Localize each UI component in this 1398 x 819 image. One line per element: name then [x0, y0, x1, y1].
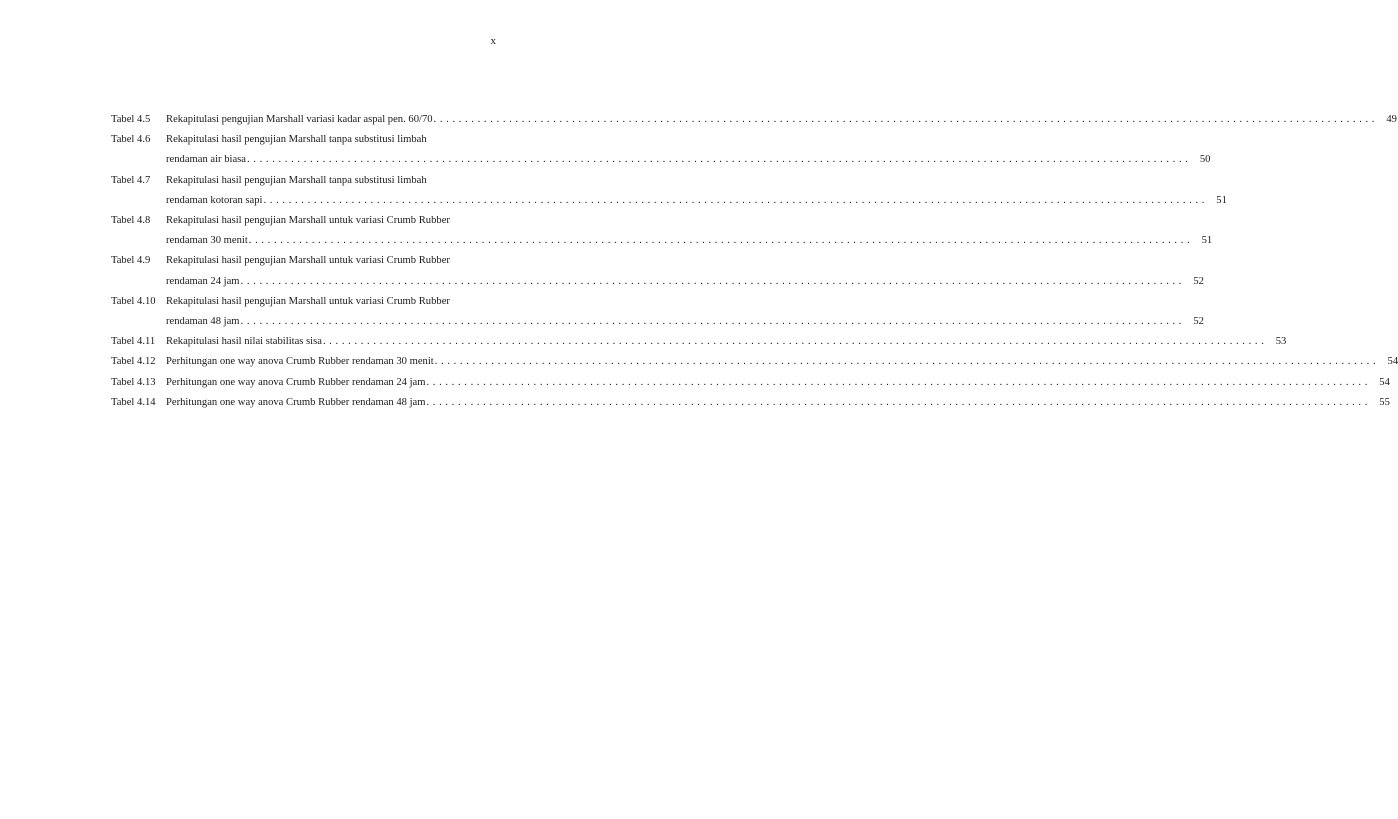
table-entry[interactable]: [111, 292, 1204, 332]
table-entry-label: Tabel 4.12: [111, 356, 156, 368]
table-entry-label: Tabel 4.5: [111, 114, 151, 125]
table-entry-label: Tabel 4.11: [111, 336, 156, 348]
table-entry-page: 51: [1216, 194, 1227, 206]
table-entry-title-line: Perhitungan one way anova Crumb Rubber rendaman 48 jam: [166, 396, 426, 408]
table-entry-page: 54: [1387, 356, 1398, 368]
table-entry-label: Tabel 4.6: [111, 134, 151, 146]
table-entry-title: [166, 110, 1397, 130]
table-entry-page: 52: [1193, 275, 1204, 287]
dot-leader: . . . . . . . . . . . . . . . . . . . . . . . . . . . . . . . . . . . . . . . . . . . . . . . . . . . . . . . . . . . . . . . . . . . . . . . . . . . . . . . . . . . . . . . . . . . . . . . . . . . . . . . . . . . . . . . . . . . . . . . . . . . . . . . . . . . . . . . . . . . . . . . . . . . . . .: [426, 376, 1368, 388]
table-entry-title-line: Perhitungan one way anova Crumb Rubber rendaman 30 menit: [166, 356, 434, 368]
dot-leader: . . . . . . . . . . . . . . . . . . . . . . . . . . . . . . . . . . . . . . . . . . . . . . . . . . . . . . . . . . . . . . . . . . . . . . . . . . . . . . . . . . . . . . . . . . . . . . . . . . . . . . . . . . . . . . . . . . . . . . . . . . . . . . . . . . . . . . . . . . . . . . . . . . . . . .: [247, 154, 1189, 166]
table-entry-title-line: Rekapitulasi hasil pengujian Marshall tanpa substitusi limbah: [166, 134, 427, 146]
table-entry-title: [166, 352, 1398, 372]
table-entry[interactable]: [111, 130, 1211, 170]
table-entry[interactable]: [111, 332, 1287, 352]
dot-leader: . . . . . . . . . . . . . . . . . . . . . . . . . . . . . . . . . . . . . . . . . . . . . . . . . . . . . . . . . . . . . . . . . . . . . . . . . . . . . . . . . . . . . . . . . . . . . . . . . . . . . . . . . . . . . . . . . . . . . . . . . . . . . . . . . . . . . . . . . . . . . . . . . . . . . .: [426, 396, 1368, 408]
table-entry-label: Tabel 4.10: [111, 295, 156, 307]
table-entry-title: [166, 251, 1204, 291]
dot-leader: . . . . . . . . . . . . . . . . . . . . . . . . . . . . . . . . . . . . . . . . . . . . . . . . . . . . . . . . . . . . . . . . . . . . . . . . . . . . . . . . . . . . . . . . . . . . . . . . . . . . . . . . . . . . . . . . . . . . . . . . . . . . . . . . . . . . . . . . . . . . . . . . . . . . . .: [240, 275, 1182, 287]
table-entry[interactable]: [111, 352, 1398, 372]
table-entry-title: [166, 332, 1287, 352]
table-entry-title: [166, 211, 1213, 251]
dot-leader: . . . . . . . . . . . . . . . . . . . . . . . . . . . . . . . . . . . . . . . . . . . . . . . . . . . . . . . . . . . . . . . . . . . . . . . . . . . . . . . . . . . . . . . . . . . . . . . . . . . . . . . . . . . . . . . . . . . . . . . . . . . . . . . . . . . . . . . . . . . . . . . . . . . . . .: [263, 194, 1205, 206]
table-entry-title-line: Rekapitulasi hasil pengujian Marshall untuk variasi Crumb Rubber: [166, 255, 450, 267]
table-entry[interactable]: [111, 110, 1397, 130]
dot-leader: . . . . . . . . . . . . . . . . . . . . . . . . . . . . . . . . . . . . . . . . . . . . . . . . . . . . . . . . . . . . . . . . . . . . . . . . . . . . . . . . . . . . . . . . . . . . . . . . . . . . . . . . . . . . . . . . . . . . . . . . . . . . . . . . . . . . . . . . . . . . . . . . . . . . . .: [322, 336, 1265, 348]
table-entry-title: [166, 130, 1211, 170]
list-of-tables: [111, 110, 1398, 413]
table-entry-title-line: Rekapitulasi hasil nilai stabilitas sisa: [166, 336, 322, 348]
table-entry-title: [166, 373, 1390, 393]
table-entry-title: [166, 393, 1390, 413]
table-entry[interactable]: [111, 393, 1390, 413]
dot-leader: . . . . . . . . . . . . . . . . . . . . . . . . . . . . . . . . . . . . . . . . . . . . . . . . . . . . . . . . . . . . . . . . . . . . . . . . . . . . . . . . . . . . . . . . . . . . . . . . . . . . . . . . . . . . . . . . . . . . . . . . . . . . . . . . . . . . . . . . . . . . . . . . . . . . . .: [434, 356, 1377, 368]
table-entry-label: Tabel 4.13: [111, 376, 156, 388]
table-entry[interactable]: [111, 373, 1390, 393]
table-entry-page: 50: [1199, 154, 1211, 166]
table-entry-page: 54: [1379, 376, 1390, 388]
table-entry-title-line: Perhitungan one way anova Crumb Rubber rendaman 24 jam: [166, 376, 426, 388]
table-entry-label: Tabel 4.14: [111, 396, 156, 408]
table-entry-page: 49: [1386, 114, 1397, 125]
table-entry-label: Tabel 4.9: [111, 255, 151, 267]
table-entry-title-line: Rekapitulasi hasil pengujian Marshall untuk variasi Crumb Rubber: [166, 215, 450, 227]
table-entry-title-line: rendaman 48 jam: [166, 316, 240, 328]
page-number: x: [490, 35, 496, 47]
table-entry-page: 55: [1379, 396, 1390, 408]
table-entry-title-line: Rekapitulasi hasil pengujian Marshall tanpa substitusi limbah: [166, 174, 427, 186]
dot-leader: . . . . . . . . . . . . . . . . . . . . . . . . . . . . . . . . . . . . . . . . . . . . . . . . . . . . . . . . . . . . . . . . . . . . . . . . . . . . . . . . . . . . . . . . . . . . . . . . . . . . . . . . . . . . . . . . . . . . . . . . . . . . . . . . . . . . . . . . . . . . . . . . . . . . . .: [240, 316, 1182, 328]
table-entry-title-line: rendaman 30 menit: [166, 235, 248, 247]
table-entry-title-line: Rekapitulasi pengujian Marshall variasi kadar aspal pen. 60/70: [166, 114, 433, 125]
table-entry[interactable]: [111, 251, 1204, 291]
table-entry-title: [166, 171, 1227, 211]
table-entry-title-line: rendaman air biasa: [166, 154, 247, 166]
table-entry-title-line: rendaman 24 jam: [166, 275, 240, 287]
dot-leader: . . . . . . . . . . . . . . . . . . . . . . . . . . . . . . . . . . . . . . . . . . . . . . . . . . . . . . . . . . . . . . . . . . . . . . . . . . . . . . . . . . . . . . . . . . . . . . . . . . . . . . . . . . . . . . . . . . . . . . . . . . . . . . . . . . . . . . . . . . . . . . . . . . . . . .: [433, 114, 1375, 125]
table-entry-title-line: rendaman kotoran sapi: [166, 194, 263, 206]
dot-leader: . . . . . . . . . . . . . . . . . . . . . . . . . . . . . . . . . . . . . . . . . . . . . . . . . . . . . . . . . . . . . . . . . . . . . . . . . . . . . . . . . . . . . . . . . . . . . . . . . . . . . . . . . . . . . . . . . . . . . . . . . . . . . . . . . . . . . . . . . . . . . . . . . . . . . .: [248, 235, 1191, 247]
table-entry-label: Tabel 4.8: [111, 215, 151, 227]
table-entry[interactable]: [111, 211, 1213, 251]
table-entry-page: 51: [1201, 235, 1213, 247]
table-entry[interactable]: [111, 171, 1227, 211]
table-entry-page: 52: [1193, 316, 1204, 328]
table-entry-title-line: Rekapitulasi hasil pengujian Marshall untuk variasi Crumb Rubber: [166, 295, 450, 307]
table-entry-page: 53: [1275, 336, 1287, 348]
table-entry-label: Tabel 4.7: [111, 174, 151, 186]
table-entry-title: [166, 292, 1204, 332]
